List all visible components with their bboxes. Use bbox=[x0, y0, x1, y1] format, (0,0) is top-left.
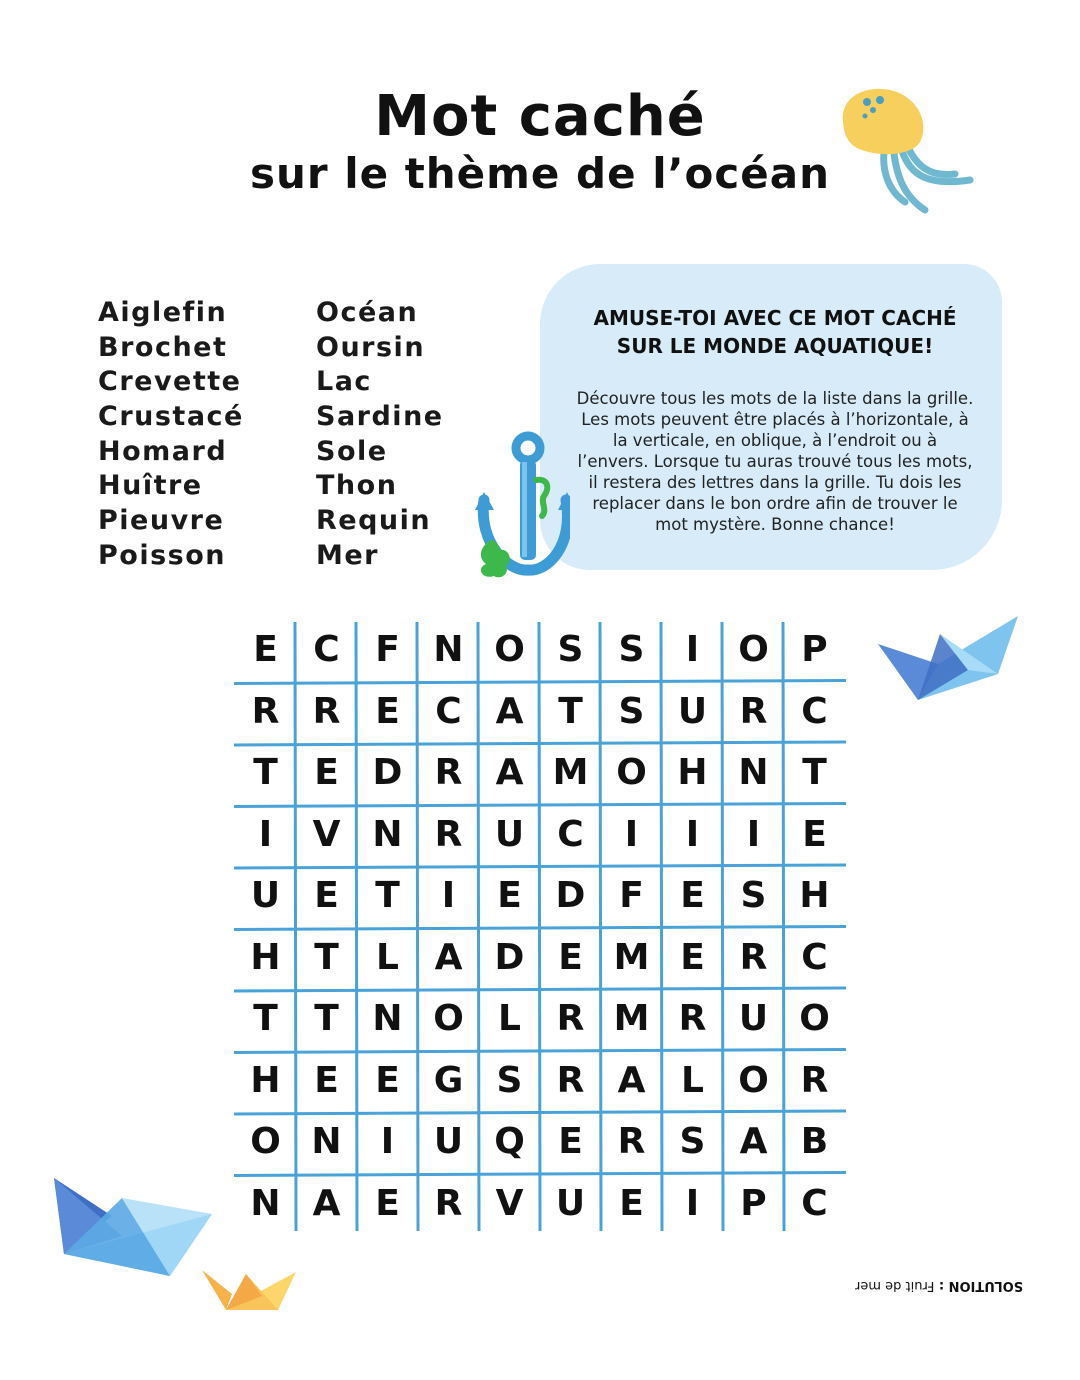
grid-letter: U bbox=[250, 875, 281, 916]
grid-letter: U bbox=[677, 690, 708, 732]
grid-letter: O bbox=[494, 629, 525, 670]
jellyfish-icon bbox=[835, 82, 980, 222]
page-subtitle: sur le thème de l’océan bbox=[249, 149, 831, 198]
grid-letter: R bbox=[434, 1182, 463, 1224]
grid-letter: E bbox=[314, 1059, 339, 1101]
grid-letter: S bbox=[679, 1121, 706, 1162]
solution-text bbox=[855, 1278, 1023, 1293]
grid-letter: H bbox=[799, 875, 830, 916]
grid-letter: S bbox=[618, 690, 645, 732]
grid-letter: F bbox=[619, 875, 644, 916]
grid-letter: I bbox=[258, 813, 273, 855]
grid-letter: U bbox=[494, 813, 525, 855]
grid-letter: R bbox=[678, 998, 707, 1039]
grid-letter: L bbox=[681, 1059, 704, 1101]
paper-boat-blue-icon bbox=[878, 614, 1020, 700]
instructions-body: Découvre tous les mots de la liste dans la grille. Les mots peuvent être placés à l’horizontale, à la verticale, en oblique, à l’endroit ou à l’envers. Lorsque tu auras trouvé tous les mots, il restera des lettres dans la grille. Tu dois les replacer dans le bon ordre afin de trouver le mot mystère. Bonne chance! bbox=[576, 389, 974, 534]
grid-letter: I bbox=[746, 813, 761, 855]
word-item: Poisson bbox=[98, 539, 227, 571]
grid-letter: T bbox=[375, 875, 400, 916]
grid-letter: G bbox=[433, 1059, 464, 1101]
grid-letter: E bbox=[375, 1182, 400, 1224]
grid-letter: N bbox=[433, 629, 464, 670]
grid-letter: D bbox=[555, 875, 586, 916]
grid-letter: D bbox=[494, 936, 525, 978]
grid-letter: B bbox=[800, 1121, 829, 1162]
grid-letter: S bbox=[740, 875, 767, 916]
grid-letter: T bbox=[253, 998, 278, 1039]
grid-letter: C bbox=[801, 936, 828, 978]
grid-letter: C bbox=[557, 813, 584, 855]
grid-letter: R bbox=[556, 998, 585, 1039]
grid-letter: T bbox=[253, 752, 278, 793]
grid-letter: I bbox=[685, 1182, 700, 1224]
grid-letter: V bbox=[312, 813, 341, 855]
grid-letter: N bbox=[738, 752, 769, 793]
word-item: Lac bbox=[316, 366, 372, 398]
word-item: Mer bbox=[316, 539, 379, 571]
grid-letter: F bbox=[375, 629, 400, 670]
grid-letter: N bbox=[311, 1121, 342, 1162]
grid-letter: H bbox=[250, 936, 281, 978]
grid-letter: R bbox=[251, 690, 280, 732]
grid-letter: I bbox=[441, 875, 456, 916]
grid-letter: A bbox=[495, 690, 524, 732]
word-item: Sole bbox=[316, 435, 388, 467]
instructions-heading-line-1: AMUSE-TOI AVEC CE MOT CACHÉ bbox=[593, 306, 957, 330]
grid-letter: D bbox=[372, 752, 403, 793]
grid-letter: E bbox=[802, 813, 827, 855]
grid-letter: L bbox=[498, 998, 521, 1039]
grid-letter: U bbox=[738, 998, 769, 1039]
grid-letter: E bbox=[558, 1121, 583, 1162]
grid-letter: R bbox=[739, 690, 768, 732]
grid-letter: S bbox=[496, 1059, 523, 1101]
grid-letter: A bbox=[739, 1121, 768, 1162]
grid-letter: R bbox=[312, 690, 341, 732]
grid-letter: I bbox=[380, 1121, 395, 1162]
grid-letter: T bbox=[802, 752, 827, 793]
grid-letter: I bbox=[685, 813, 700, 855]
grid-letter: T bbox=[314, 998, 339, 1039]
grid-letter: I bbox=[685, 629, 700, 670]
grid-letter: R bbox=[434, 813, 463, 855]
grid-letter: E bbox=[619, 1182, 644, 1224]
grid-letter: L bbox=[376, 936, 399, 978]
word-item: Requin bbox=[316, 505, 432, 537]
grid-letter: N bbox=[250, 1182, 281, 1224]
word-item: Aiglefin bbox=[98, 297, 228, 328]
grid-letter: R bbox=[739, 936, 768, 978]
word-search-grid bbox=[234, 0, 846, 1380]
grid-letter: S bbox=[557, 629, 584, 670]
grid-letter: R bbox=[800, 1059, 829, 1101]
grid-letter: E bbox=[253, 629, 278, 670]
grid-letter: S bbox=[618, 629, 645, 670]
page-title: Mot caché bbox=[374, 84, 706, 149]
word-item: Crustacé bbox=[98, 401, 244, 433]
grid-letter: R bbox=[617, 1121, 646, 1162]
grid-letter: E bbox=[375, 690, 400, 732]
instructions-heading-line-2: SUR LE MONDE AQUATIQUE! bbox=[616, 334, 934, 358]
grid-letter: E bbox=[497, 875, 522, 916]
grid-letter: O bbox=[799, 998, 830, 1039]
grid-letter: E bbox=[680, 875, 705, 916]
grid-letter: P bbox=[740, 1182, 767, 1224]
grid-letter: M bbox=[613, 998, 650, 1039]
word-list-column-1 bbox=[98, 296, 244, 574]
grid-letter: A bbox=[434, 936, 463, 978]
grid-letter: Q bbox=[494, 1121, 525, 1162]
grid-letter: E bbox=[558, 936, 583, 978]
grid-letter: N bbox=[372, 998, 403, 1039]
word-item: Huître bbox=[98, 470, 203, 502]
grid-letter: O bbox=[738, 1059, 769, 1101]
word-item: Crevette bbox=[98, 366, 242, 398]
solution-separator: : bbox=[934, 1278, 949, 1293]
grid-letter: V bbox=[495, 1182, 524, 1224]
grid-letter: C bbox=[801, 1182, 828, 1224]
word-item: Brochet bbox=[98, 331, 228, 363]
solution-answer: Fruit de mer bbox=[855, 1278, 935, 1293]
grid-letter: C bbox=[801, 690, 828, 732]
paper-boat-blue-icon bbox=[52, 1176, 214, 1280]
grid-letter: O bbox=[738, 629, 769, 670]
grid-letter: R bbox=[434, 752, 463, 793]
grid-letter: E bbox=[314, 752, 339, 793]
word-item: Pieuvre bbox=[98, 505, 225, 537]
solution-label: SOLUTION bbox=[948, 1278, 1024, 1293]
grid-letter: A bbox=[312, 1182, 341, 1224]
grid-letter: P bbox=[801, 629, 828, 670]
grid-letter: R bbox=[556, 1059, 585, 1101]
grid-letter: A bbox=[617, 1059, 646, 1101]
grid-letter: O bbox=[616, 752, 647, 793]
grid-letter: T bbox=[314, 936, 339, 978]
word-item: Thon bbox=[316, 470, 398, 502]
grid-letter: H bbox=[677, 752, 708, 793]
grid-letter: I bbox=[624, 813, 639, 855]
grid-letter: H bbox=[250, 1059, 281, 1101]
grid-letter: O bbox=[433, 998, 464, 1039]
word-item: Oursin bbox=[316, 331, 426, 363]
word-item: Homard bbox=[98, 435, 228, 467]
grid-letter: E bbox=[375, 1059, 400, 1101]
word-item: Océan bbox=[316, 297, 419, 328]
grid-letter: E bbox=[680, 936, 705, 978]
grid-letter: C bbox=[435, 690, 462, 732]
grid-letter: O bbox=[250, 1121, 281, 1162]
word-item: Sardine bbox=[316, 401, 444, 433]
grid-letter: A bbox=[495, 752, 524, 793]
grid-letter: T bbox=[558, 690, 583, 732]
grid-letter: U bbox=[555, 1182, 586, 1224]
paper-boat-yellow-icon bbox=[202, 1266, 298, 1312]
grid-letter: N bbox=[372, 813, 403, 855]
grid-letter: M bbox=[552, 752, 589, 793]
grid-letter: C bbox=[313, 629, 340, 670]
grid-letter: U bbox=[433, 1121, 464, 1162]
grid-letter: M bbox=[613, 936, 650, 978]
grid-letter: E bbox=[314, 875, 339, 916]
